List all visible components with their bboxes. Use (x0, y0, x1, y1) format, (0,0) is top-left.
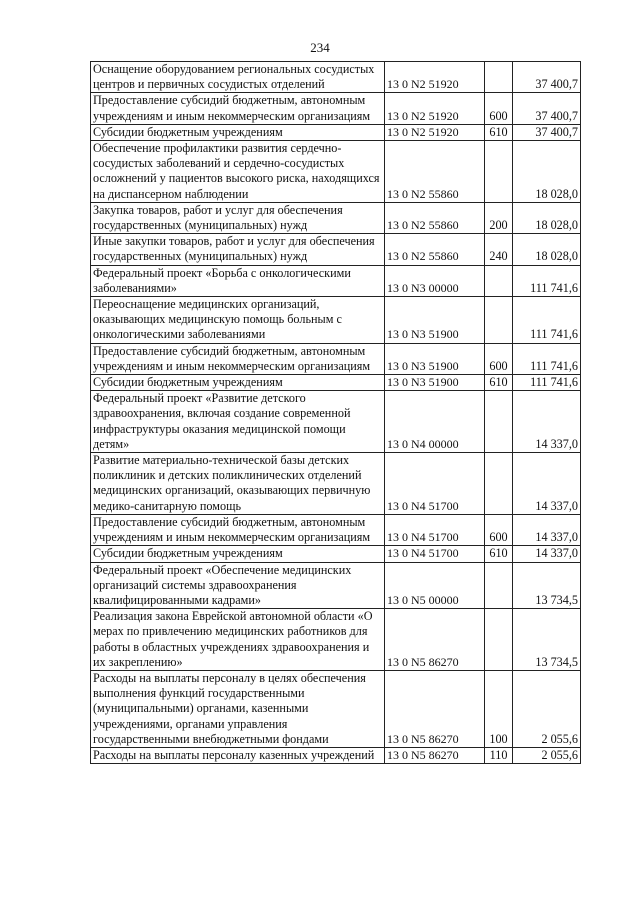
row-code: 13 0 N2 55860 (385, 202, 485, 233)
row-name: Федеральный проект «Обеспечение медицинских организаций системы здравоохранения квалифицированными кадрами» (91, 562, 385, 609)
row-amount: 14 337,0 (513, 546, 581, 562)
row-amount: 2 055,6 (513, 670, 581, 747)
row-code: 13 0 N2 51920 (385, 93, 485, 124)
table-row (91, 670, 581, 747)
row-name: Федеральный проект «Борьба с онкологическими заболеваниями» (91, 265, 385, 296)
table-row (91, 375, 581, 391)
row-name: Субсидии бюджетным учреждениям (91, 375, 385, 391)
row-amount: 18 028,0 (513, 234, 581, 265)
row-amount: 18 028,0 (513, 202, 581, 233)
table-row (91, 562, 581, 609)
row-code: 13 0 N2 51920 (385, 62, 485, 93)
row-amount: 111 741,6 (513, 375, 581, 391)
row-amount: 14 337,0 (513, 391, 581, 453)
table-row (91, 93, 581, 124)
row-amount: 13 734,5 (513, 562, 581, 609)
row-amount: 37 400,7 (513, 93, 581, 124)
row-type (485, 297, 513, 344)
row-name: Переоснащение медицинских организаций, оказывающих медицинскую помощь больным с онкологическими заболеваниями (91, 297, 385, 344)
row-type (485, 609, 513, 671)
row-code: 13 0 N3 51900 (385, 343, 485, 374)
row-code: 13 0 N4 00000 (385, 391, 485, 453)
row-name: Развитие материально-технической базы детских поликлиник и детских поликлинических отделений медицинских организаций, оказывающих первичную медико-санитарную помощь (91, 453, 385, 515)
page-number: 234 (310, 40, 330, 55)
row-amount: 111 741,6 (513, 343, 581, 374)
row-type: 110 (485, 747, 513, 763)
row-code: 13 0 N4 51700 (385, 546, 485, 562)
row-amount: 111 741,6 (513, 265, 581, 296)
row-name: Предоставление субсидий бюджетным, автономным учреждениям и иным некоммерческим организациям (91, 343, 385, 374)
row-name: Предоставление субсидий бюджетным, автономным учреждениям и иным некоммерческим организациям (91, 93, 385, 124)
row-amount: 111 741,6 (513, 297, 581, 344)
row-type: 240 (485, 234, 513, 265)
row-name: Закупка товаров, работ и услуг для обеспечения государственных (муниципальных) нужд (91, 202, 385, 233)
table-row (91, 453, 581, 515)
table-row (91, 202, 581, 233)
row-amount: 14 337,0 (513, 453, 581, 515)
row-name: Субсидии бюджетным учреждениям (91, 546, 385, 562)
row-type: 200 (485, 202, 513, 233)
row-code: 13 0 N5 86270 (385, 747, 485, 763)
table-row (91, 124, 581, 140)
table-row (91, 62, 581, 93)
table-row (91, 234, 581, 265)
row-name: Расходы на выплаты персоналу в целях обеспечения выполнения функций государственными (муниципальными) органами, казенными учреждениями, органами управления государственными внебюджетными фондами (91, 670, 385, 747)
row-type (485, 265, 513, 296)
row-name: Предоставление субсидий бюджетным, автономным учреждениям и иным некоммерческим организациям (91, 514, 385, 545)
row-type: 100 (485, 670, 513, 747)
row-name: Реализация закона Еврейской автономной области «О мерах по привлечению медицинских работников для работы в областных учреждениях здравоохранения и их закреплению» (91, 609, 385, 671)
row-type (485, 391, 513, 453)
row-code: 13 0 N2 55860 (385, 234, 485, 265)
row-type: 600 (485, 514, 513, 545)
row-code: 13 0 N4 51700 (385, 514, 485, 545)
row-type: 610 (485, 375, 513, 391)
row-code: 13 0 N5 86270 (385, 609, 485, 671)
budget-table (90, 61, 581, 764)
row-name: Обеспечение профилактики развития сердечно-сосудистых заболеваний и сердечно-сосудистых осложнений у пациентов высокого риска, находящихся на диспансерном наблюдении (91, 141, 385, 203)
row-name: Иные закупки товаров, работ и услуг для обеспечения государственных (муниципальных) нужд (91, 234, 385, 265)
table-row (91, 609, 581, 671)
row-amount: 37 400,7 (513, 124, 581, 140)
table-row (91, 265, 581, 296)
row-code: 13 0 N3 51900 (385, 297, 485, 344)
row-type: 600 (485, 93, 513, 124)
row-amount: 13 734,5 (513, 609, 581, 671)
row-code: 13 0 N3 00000 (385, 265, 485, 296)
table-row (91, 514, 581, 545)
row-type (485, 62, 513, 93)
row-type: 610 (485, 124, 513, 140)
table-row (91, 747, 581, 763)
row-code: 13 0 N3 51900 (385, 375, 485, 391)
row-amount: 2 055,6 (513, 747, 581, 763)
row-name: Федеральный проект «Развитие детского здравоохранения, включая создание современной инфраструктуры оказания медицинской помощи детям» (91, 391, 385, 453)
row-type (485, 141, 513, 203)
row-amount: 14 337,0 (513, 514, 581, 545)
row-name: Оснащение оборудованием региональных сосудистых центров и первичных сосудистых отделений (91, 62, 385, 93)
table-row (91, 297, 581, 344)
row-type (485, 562, 513, 609)
table-row (91, 141, 581, 203)
row-name: Расходы на выплаты персоналу казенных учреждений (91, 747, 385, 763)
row-code: 13 0 N4 51700 (385, 453, 485, 515)
table-row (91, 391, 581, 453)
row-amount: 37 400,7 (513, 62, 581, 93)
table-row (91, 546, 581, 562)
row-code: 13 0 N5 86270 (385, 670, 485, 747)
row-name: Субсидии бюджетным учреждениям (91, 124, 385, 140)
row-type (485, 453, 513, 515)
row-code: 13 0 N2 51920 (385, 124, 485, 140)
row-amount: 18 028,0 (513, 141, 581, 203)
table-row (91, 343, 581, 374)
row-code: 13 0 N5 00000 (385, 562, 485, 609)
row-type: 600 (485, 343, 513, 374)
row-code: 13 0 N2 55860 (385, 141, 485, 203)
row-type: 610 (485, 546, 513, 562)
